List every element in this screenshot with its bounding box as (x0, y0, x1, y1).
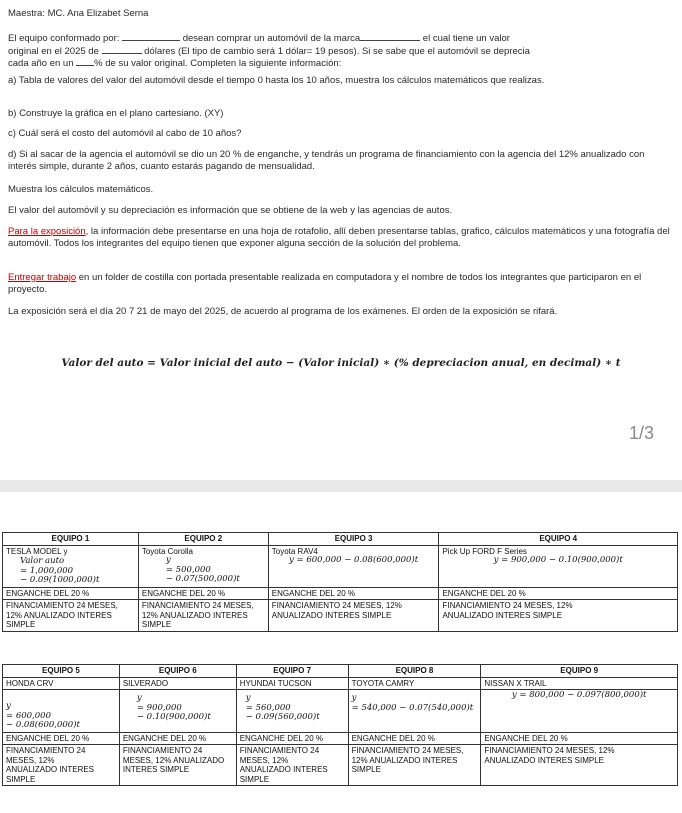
formula-line: = 540,000 − 0.07(540,000)t (351, 702, 474, 713)
financing-cell: FINANCIAMIENTO 24 MESES, 12% ANUALIZADO INTERES SIMPLE (119, 745, 236, 786)
formula-line: y (6, 701, 11, 711)
table-row (3, 732, 678, 745)
table-row (3, 745, 678, 786)
deliver-link[interactable]: Entregar trabajo (8, 272, 77, 283)
car-cell: Toyota Corolla y = 500,000 − 0.07(500,000)t (138, 545, 268, 587)
team-blank[interactable] (122, 32, 180, 41)
formula-cell (236, 690, 348, 733)
expo-link[interactable]: Para la exposición (8, 226, 86, 237)
formula-line: − 0.07(500,000)t (165, 574, 240, 584)
document-page-2 (0, 492, 682, 813)
deliver-paragraph: Entregar trabajo en un folder de costilla con portada presentable realizada en computadora y el nombre de todos los integrantes que participaron en el proyecto. (8, 272, 642, 295)
enganche-cell: ENGANCHE DEL 20 % (119, 732, 236, 745)
car-cell: HONDA CRV (3, 677, 120, 690)
formula-line: − 0.08(600,000)t (6, 720, 80, 730)
financing-cell: FINANCIAMIENTO 24 MESES, 12% ANUALIZADO INTERES SIMPLE (138, 600, 268, 632)
financing-cell: FINANCIAMIENTO 24 MESES, 12% ANUALIZADO INTERES SIMPLE (236, 745, 348, 786)
table-row (3, 533, 678, 546)
teams-table-1 (2, 532, 678, 632)
formula-line: − 0.10(900,000)t (136, 712, 211, 722)
enganche-cell: ENGANCHE DEL 20 % (439, 587, 678, 600)
table-row (3, 600, 678, 632)
financing-cell: FINANCIAMIENTO 24 MESES, 12% ANUALIZADO INTERES SIMPLE (348, 745, 481, 786)
table-row (3, 587, 678, 600)
car-cell: TOYOTA CAMRY (348, 677, 481, 690)
header-equipo-6: EQUIPO 6 (119, 665, 236, 678)
car-cell: HYUNDAI TUCSON (236, 677, 348, 690)
enganche-cell: ENGANCHE DEL 20 % (481, 732, 678, 745)
formula-cell (119, 690, 236, 733)
formula-cell (481, 690, 678, 733)
table-row (3, 690, 678, 733)
formula-line: = 900,000 (136, 702, 182, 713)
enganche-cell: ENGANCHE DEL 20 % (348, 732, 481, 745)
page-number: 1/3 (628, 423, 654, 443)
teams-table-2 (2, 664, 678, 786)
formula-line: y (165, 555, 171, 565)
car-cell: TESLA MODEL y Valor auto = 1,000,000 − 0.09(1000,000)t (3, 545, 139, 587)
financing-cell: FINANCIAMIENTO 24 MESES, 12% ANUALIZADO INTERES SIMPLE (481, 745, 678, 786)
formula-cell (348, 690, 481, 733)
formula-line: − 0.09(560,000)t (245, 712, 320, 722)
formula-line: Valor auto (20, 556, 65, 566)
item-c: c) Cuál será el costo del automóvil al cabo de 10 años? (8, 128, 242, 139)
header-equipo-4: EQUIPO 4 (439, 533, 678, 546)
enganche-cell: ENGANCHE DEL 20 % (268, 587, 439, 600)
financing-cell: FINANCIAMIENTO 24 MESES, 12% ANUALIZADO INTERES SIMPLE (268, 600, 439, 632)
formula-line: y = 800,000 − 0.097(800,000)t (511, 690, 647, 700)
enganche-cell: ENGANCHE DEL 20 % (236, 732, 348, 745)
header-equipo-5: EQUIPO 5 (3, 665, 120, 678)
table-row (3, 545, 678, 587)
table-row (3, 665, 678, 678)
value-blank[interactable] (102, 45, 142, 54)
header-equipo-2: EQUIPO 2 (138, 533, 268, 546)
formula-line: y = 600,000 − 0.08(600,000)t (289, 555, 419, 565)
header-equipo-9: EQUIPO 9 (481, 665, 678, 678)
enganche-cell: ENGANCHE DEL 20 % (138, 587, 268, 600)
formula-line: y (351, 693, 357, 703)
item-a: a) Tabla de valores del valor del automóvil desde el tiempo 0 hasta los 10 años, muestra los cálculos matemáticos que realizas. (8, 75, 545, 86)
enganche-cell: ENGANCHE DEL 20 % (3, 587, 139, 600)
formula-line: y (136, 693, 142, 703)
depreciation-blank[interactable] (76, 57, 94, 66)
brand-blank[interactable] (360, 32, 420, 41)
item-d: d) Si al sacar de la agencia el automóvil se dio un 20 % de enganche, y tendrás un programa de financiamiento con la agencia del 12% anualizado con interés simple, durante 2 años, cuanto estarás pagando de mensualidad. (8, 149, 645, 172)
car-cell: NISSAN X TRAIL (481, 677, 678, 690)
header-equipo-1: EQUIPO 1 (3, 533, 139, 546)
formula-line: y (245, 693, 251, 703)
formula-line: = 1,000,000 (20, 565, 74, 576)
header-equipo-7: EQUIPO 7 (236, 665, 348, 678)
depreciation-formula: Valor del auto = Valor inicial del auto − (Valor inicial) ∗ (% depreciacion anual, en decimal) ∗ t (61, 357, 621, 369)
formula-cell (3, 690, 120, 733)
header-equipo-8: EQUIPO 8 (348, 665, 481, 678)
intro-paragraph: El equipo conformado por: desean comprar un automóvil de la marca el cual tiene un valor original en el 2025 de dólares (El tipo de cambio será 1 dólar= 19 pesos). Si se sabe que el automóvil se deprecia cada año en un % de su valor original. Completen la siguiente información: (8, 33, 530, 69)
header-equipo-3: EQUIPO 3 (268, 533, 439, 546)
car-cell: Pick Up FORD F Series y = 900,000 − 0.10(900,000)t (439, 545, 678, 587)
enganche-cell: ENGANCHE DEL 20 % (3, 732, 120, 745)
financing-cell: FINANCIAMIENTO 24 MESES, 12% ANUALIZADO INTERES SIMPLE (3, 600, 139, 632)
car-cell: SILVERADO (119, 677, 236, 690)
financing-cell: FINANCIAMIENTO 24 MESES, 12% ANUALIZADO INTERES SIMPLE (3, 745, 120, 786)
table-row (3, 677, 678, 690)
expo-paragraph: Para la exposición, la información debe presentarse en una hoja de rotafolio, allí deben presentarse tablas, grafico, cálculos matemáticos y una fotografía del automóvil. Todos los integrantes del equipo tienen que exponer alguna sección de la solución del problema. (8, 226, 670, 249)
info-note: El valor del automóvil y su depreciación es información que se obtiene de la web y las agencias de autos. (8, 205, 453, 216)
calc-note: Muestra los cálculos matemáticos. (8, 184, 154, 195)
formula-line: = 600,000 (6, 710, 51, 721)
item-b: b) Construye la gráfica en el plano cartesiano. (XY) (8, 108, 224, 119)
teacher-name: Maestra: MC. Ana Elizabet Serna (8, 8, 149, 19)
formula-line: − 0.09(1000,000)t (20, 575, 100, 585)
formula-line: = 500,000 (165, 564, 211, 575)
financing-cell: FINANCIAMIENTO 24 MESES, 12% ANUALIZADO INTERES SIMPLE (439, 600, 678, 632)
formula-line: = 560,000 (245, 702, 291, 713)
car-cell: Toyota RAV4 y = 600,000 − 0.08(600,000)t (268, 545, 439, 587)
formula-line: y = 900,000 − 0.10(900,000)t (493, 555, 623, 565)
date-note: La exposición será el día 20 7 21 de mayo del 2025, de acuerdo al programa de los exámenes. El orden de la exposición se rifará. (8, 306, 558, 317)
